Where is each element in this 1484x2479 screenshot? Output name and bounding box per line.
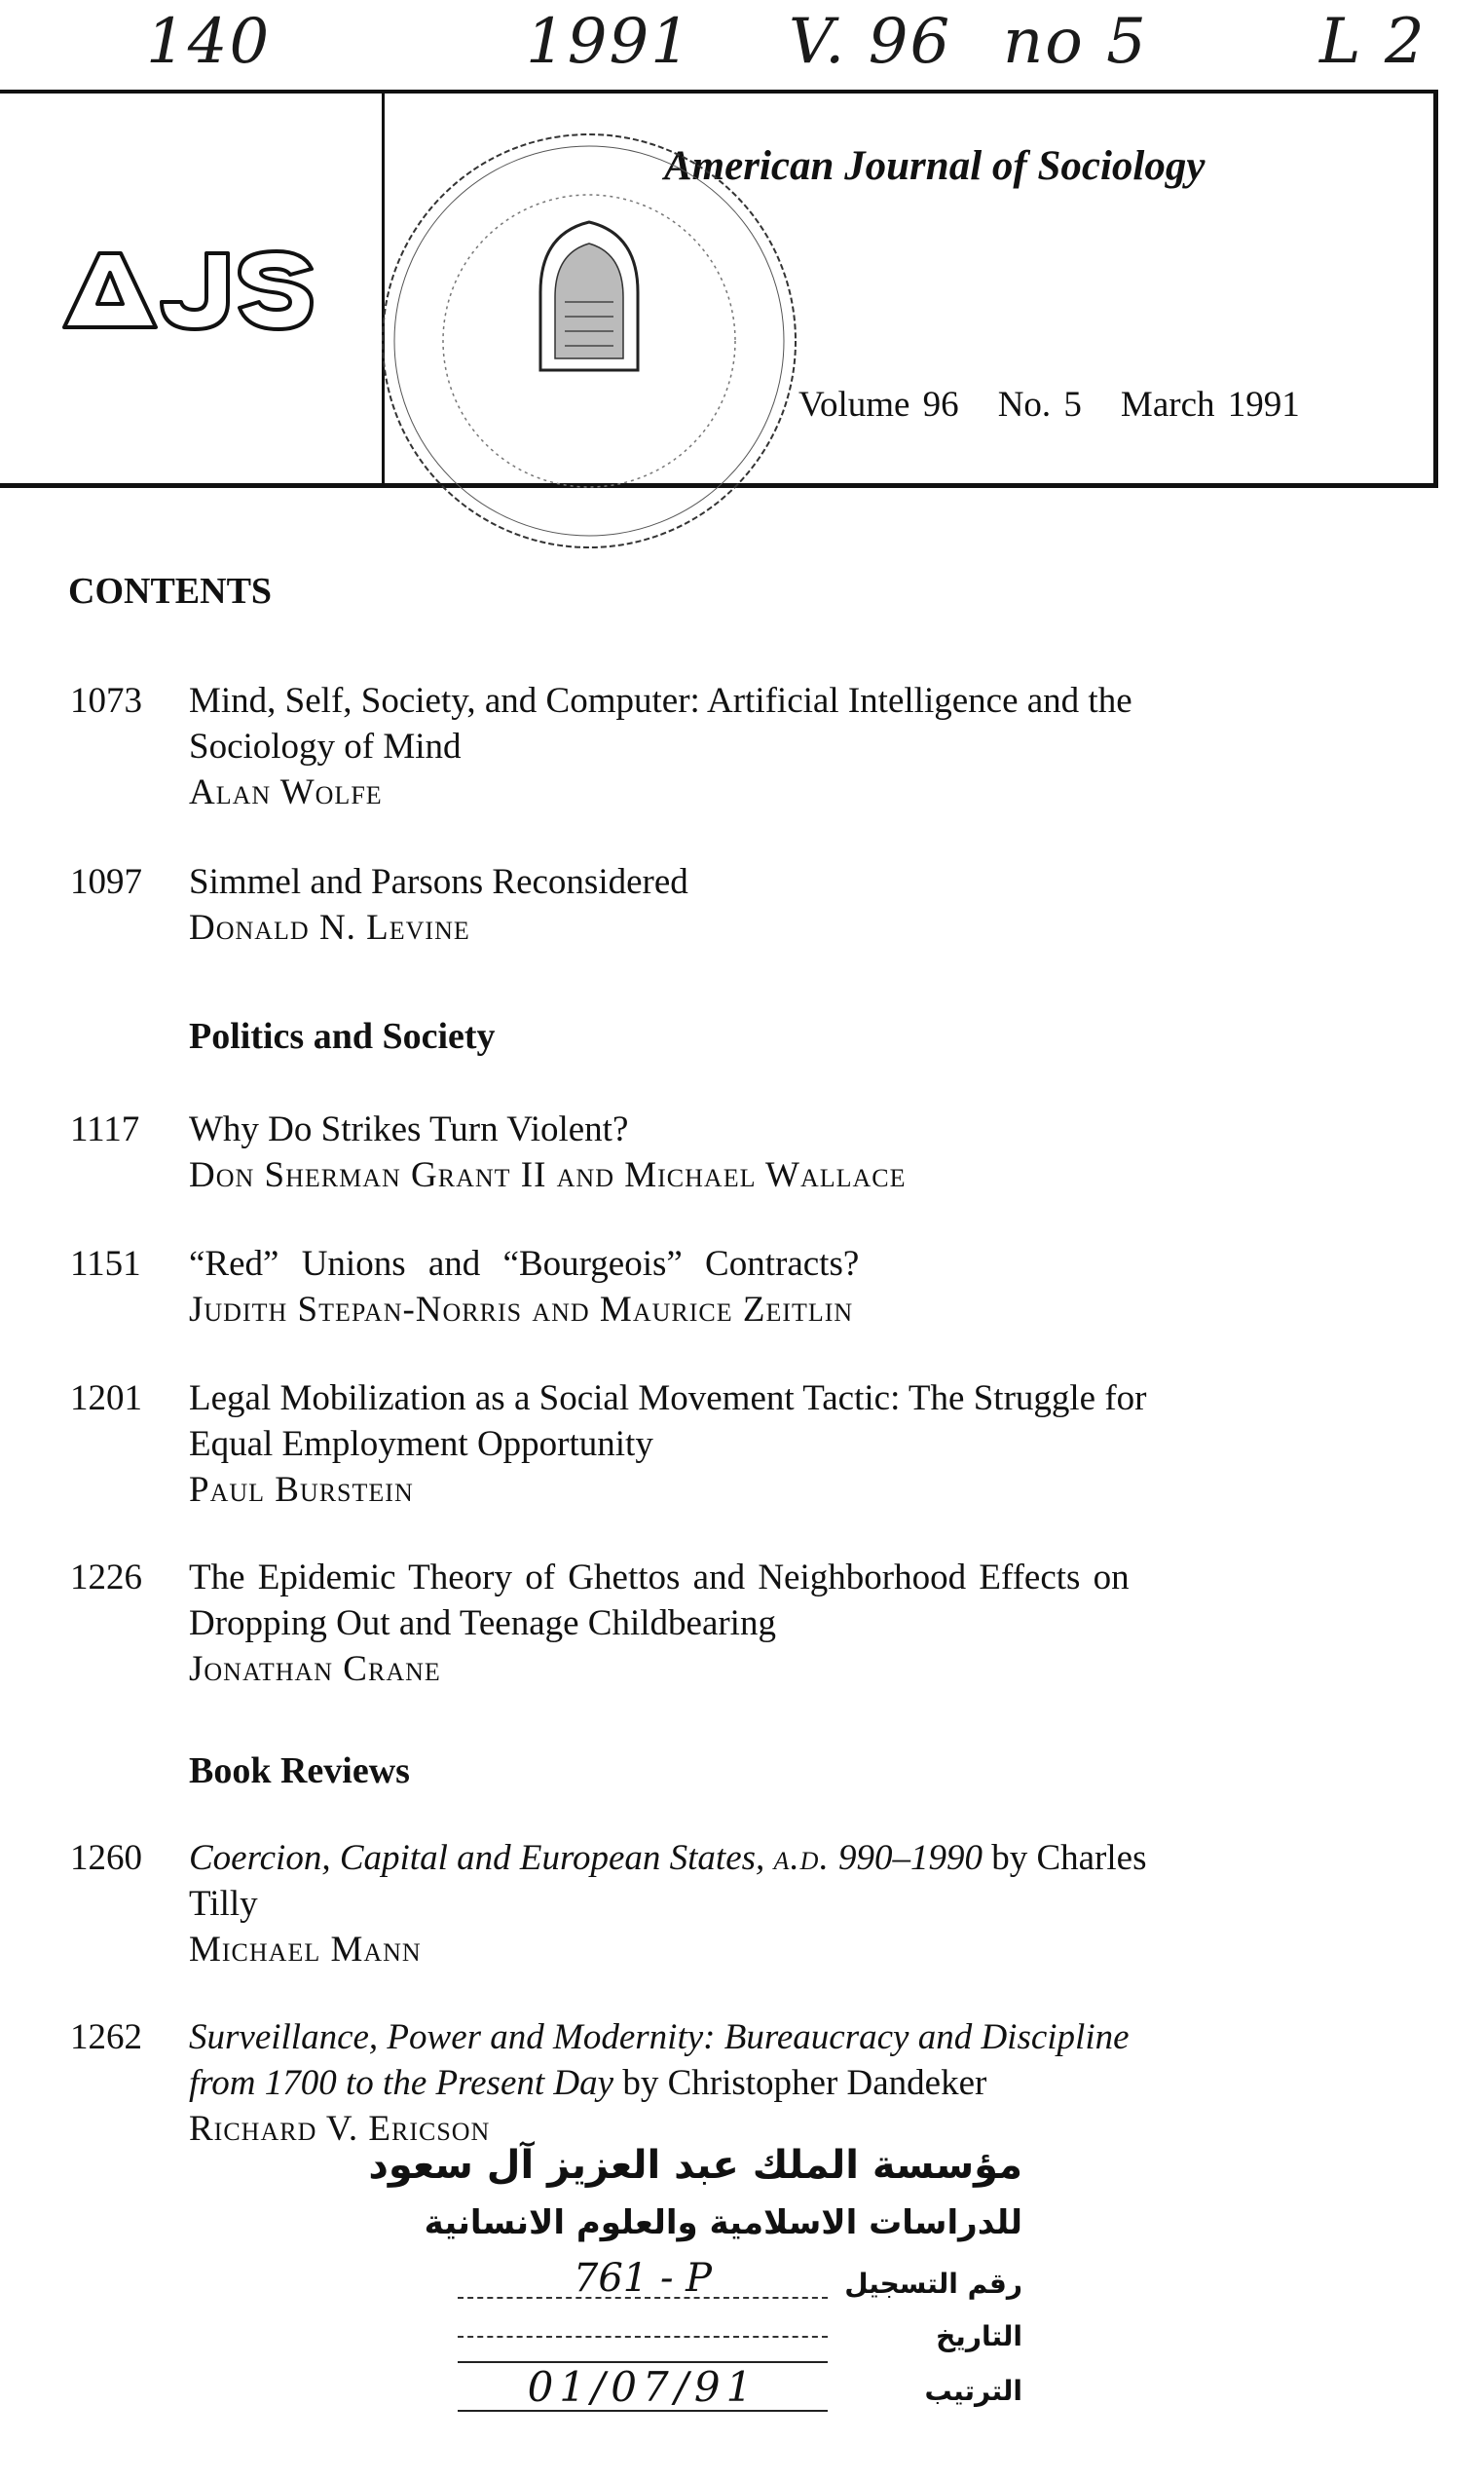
- book-title-cont: from 1700 to the Present Day: [189, 2063, 614, 2103]
- entry-title-cont: Sociology of Mind: [189, 727, 462, 767]
- journal-title: American Journal of Sociology: [664, 143, 1206, 189]
- entry-title-cont: Equal Employment Opportunity: [189, 1424, 653, 1464]
- circular-library-stamp: [355, 107, 823, 575]
- entry-title-cont: Dropping Out and Teenage Childbearing: [189, 1603, 776, 1643]
- stamp-label-order: الترتيب: [924, 2375, 1022, 2407]
- entry-author: Michael Mann: [189, 1930, 422, 1970]
- entry-title: The Epidemic Theory of Ghettos and Neighborhood Effects on: [189, 1558, 1130, 1597]
- entry-author: Don Sherman Grant II and Michael Wallace: [189, 1155, 907, 1195]
- entry-author: Paul Burstein: [189, 1470, 414, 1510]
- logo-text: AJS: [60, 245, 62, 246]
- volume-number: Volume 96: [798, 385, 959, 425]
- book-years: 990–1990: [829, 1838, 983, 1878]
- handwritten-volume: V. 96: [789, 6, 952, 78]
- stamp-date-value: 01/07/91: [458, 2361, 828, 2412]
- book-title: Coercion, Capital and European States,: [189, 1838, 774, 1878]
- entry-author: Jonathan Crane: [189, 1649, 441, 1689]
- entry-title: [189, 1835, 1355, 1881]
- issue-date: March 1991: [1120, 385, 1300, 425]
- stamp-date-line: [458, 2336, 828, 2338]
- contents-entry: [70, 1107, 1355, 1198]
- entry-author: Richard V. Ericson: [189, 2109, 491, 2149]
- contents-entry: [70, 678, 1355, 815]
- contents-heading: CONTENTS: [68, 571, 273, 612]
- issue-number: No. 5: [997, 385, 1082, 425]
- section-heading-politics: Politics and Society: [189, 1016, 496, 1057]
- entry-page: 1097: [70, 862, 142, 902]
- entry-title: “Red” Unions and “Bourgeois” Contracts?: [189, 1244, 860, 1284]
- entry-page: 1262: [70, 2017, 142, 2057]
- entry-author: Alan Wolfe: [189, 772, 383, 812]
- entry-title-cont: [189, 2060, 1355, 2106]
- stamp-institution-line1: مؤسسة الملك عبد العزيز آل سعود: [368, 2143, 1022, 2188]
- contents-entry: [70, 1375, 1355, 1513]
- entry-title: Legal Mobilization as a Social Movement Tactic: The Struggle for: [189, 1378, 1147, 1418]
- issue-info: [798, 384, 1300, 426]
- entry-page: 1226: [70, 1558, 142, 1597]
- entry-author: Judith Stepan-Norris and Maurice Zeitlin: [189, 1290, 854, 1330]
- contents-entry: [70, 1835, 1355, 1972]
- contents-entry: [70, 1555, 1355, 1692]
- handwritten-issue: no 5: [1003, 6, 1148, 78]
- entry-page: 1151: [70, 1244, 141, 1284]
- entry-page: 1117: [70, 1109, 140, 1149]
- section-heading-book-reviews: Book Reviews: [189, 1750, 410, 1791]
- contents-entry: [70, 859, 1355, 951]
- stamp-label-date: التاريخ: [936, 2320, 1022, 2352]
- handwritten-shelf-mark: L 2: [1319, 6, 1427, 78]
- book-title: Surveillance, Power and Modernity: Bureaucracy and Discipline: [189, 2017, 1130, 2057]
- book-author-cont: Tilly: [189, 1884, 258, 1924]
- ajs-logo: [60, 245, 315, 335]
- handwritten-call-number: 140: [146, 6, 272, 78]
- book-author-prefix: by Christopher Dandeker: [613, 2063, 987, 2103]
- book-era: a.d.: [773, 1838, 830, 1878]
- contents-entry: [70, 1241, 1355, 1333]
- entry-title: Why Do Strikes Turn Violent?: [189, 1109, 629, 1149]
- handwritten-year: 1991: [526, 6, 692, 78]
- entry-page: 1260: [70, 1838, 142, 1878]
- stamp-label-registration: رقم التسجيل: [844, 2268, 1022, 2300]
- library-registration-stamp: [368, 2143, 1022, 2464]
- contents-entry: [70, 2014, 1355, 2152]
- entry-author: Donald N. Levine: [189, 908, 470, 948]
- entry-title: Simmel and Parsons Reconsidered: [189, 862, 688, 902]
- entry-title: Mind, Self, Society, and Computer: Artificial Intelligence and the: [189, 681, 1132, 721]
- entry-page: 1201: [70, 1378, 142, 1418]
- stamp-institution-line2: للدراسات الاسلامية والعلوم الانسانية: [424, 2203, 1022, 2242]
- entry-page: 1073: [70, 681, 142, 721]
- book-author-prefix: by Charles: [982, 1838, 1147, 1878]
- stamp-registration-number: 761 - P: [458, 2256, 828, 2299]
